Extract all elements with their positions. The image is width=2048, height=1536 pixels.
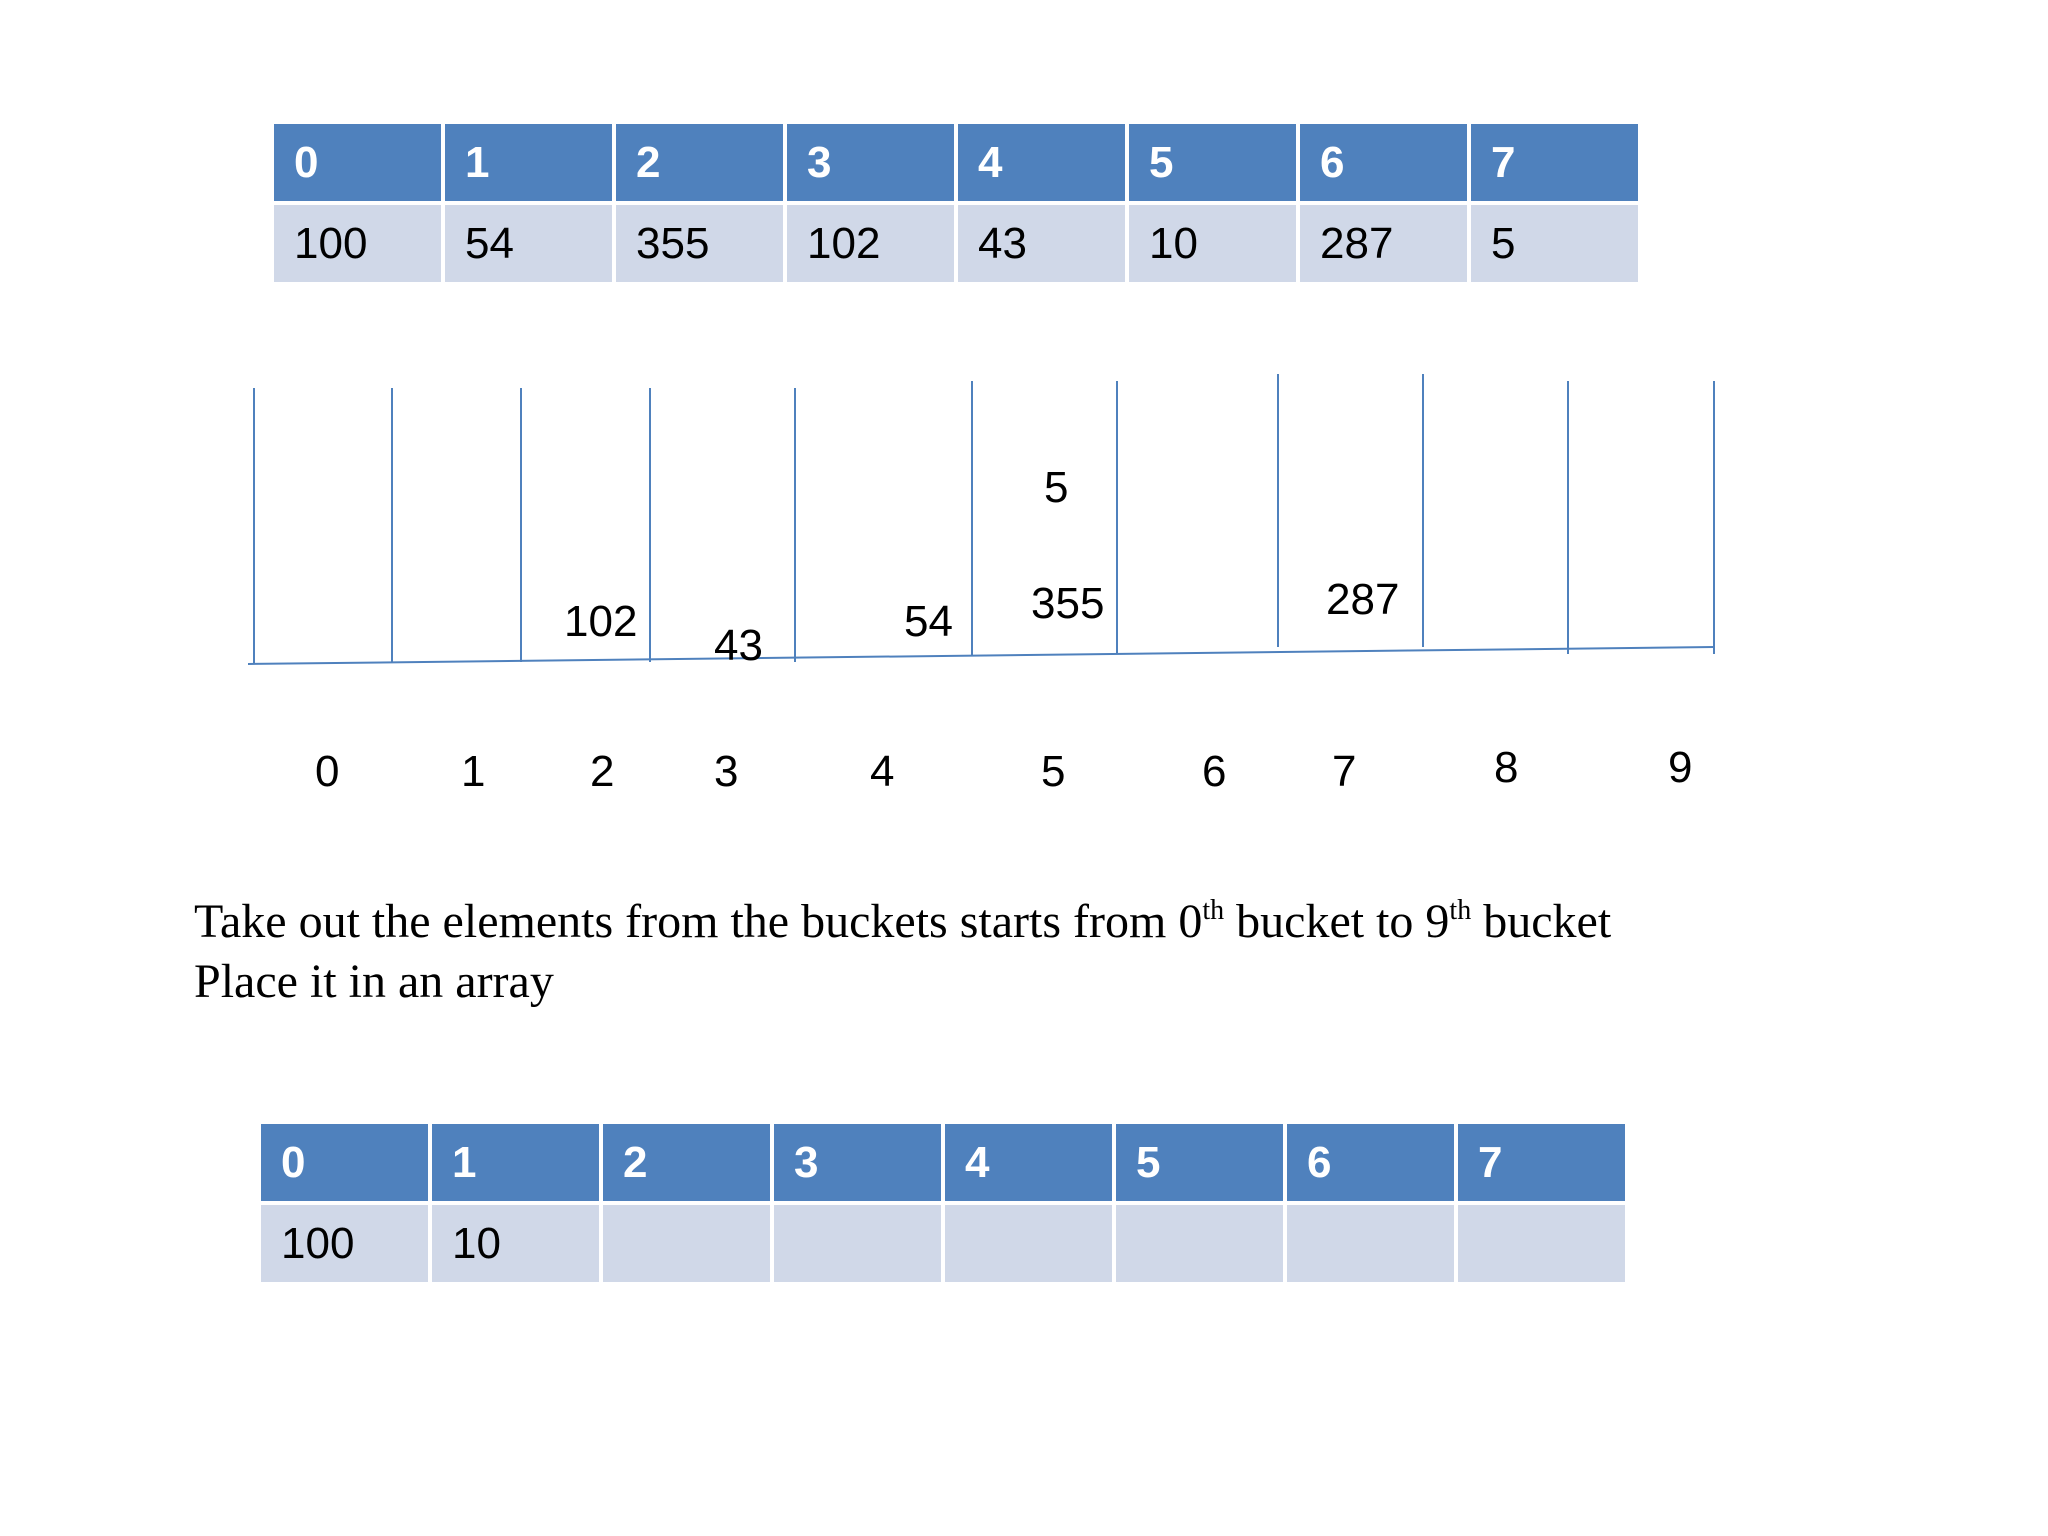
bucket-label: 6 xyxy=(1202,747,1227,796)
instruction-text xyxy=(194,892,1974,1012)
output-index-cell: 7 xyxy=(1458,1124,1625,1201)
output-value-cell xyxy=(1287,1205,1454,1282)
output-value-cell: 100 xyxy=(261,1205,428,1282)
input-value-cell: 100 xyxy=(274,205,441,282)
output-value-cell xyxy=(1458,1205,1625,1282)
bucket-label: 1 xyxy=(461,747,486,796)
input-value-cell: 355 xyxy=(616,205,783,282)
output-index-cell: 6 xyxy=(1287,1124,1454,1201)
output-index-cell: 3 xyxy=(774,1124,941,1201)
input-index-cell: 0 xyxy=(274,124,441,201)
input-index-cell: 6 xyxy=(1300,124,1467,201)
output-array-value-row xyxy=(261,1205,1625,1282)
bucket-item: 43 xyxy=(714,621,763,670)
bucket-label: 5 xyxy=(1041,747,1066,796)
output-array-index-row xyxy=(261,1124,1625,1201)
bucket-label: 9 xyxy=(1668,743,1693,792)
input-index-cell: 3 xyxy=(787,124,954,201)
bucket-item: 5 xyxy=(1044,463,1069,512)
output-index-cell: 4 xyxy=(945,1124,1112,1201)
bucket-lines xyxy=(248,374,1714,664)
instruction-line-2: Place it in an array xyxy=(194,955,554,1008)
input-value-cell: 54 xyxy=(445,205,612,282)
bucket-item: 102 xyxy=(564,597,638,646)
output-value-cell xyxy=(603,1205,770,1282)
input-value-cell: 10 xyxy=(1129,205,1296,282)
input-index-cell: 4 xyxy=(958,124,1125,201)
instruction-text-part: Take out the elements from the buckets starts from 0 xyxy=(194,895,1203,948)
output-value-cell: 10 xyxy=(432,1205,599,1282)
instruction-text-part: bucket to 9 xyxy=(1224,895,1450,948)
output-value-cell xyxy=(1116,1205,1283,1282)
input-value-cell: 5 xyxy=(1471,205,1638,282)
bucket-label: 4 xyxy=(870,747,895,796)
input-value-cell: 102 xyxy=(787,205,954,282)
bucket-item: 287 xyxy=(1326,575,1400,624)
bucket-label: 0 xyxy=(315,747,340,796)
superscript-th: th xyxy=(1449,895,1472,926)
bucket-label: 3 xyxy=(714,747,739,796)
output-array-table xyxy=(257,1120,1629,1286)
input-value-cell: 287 xyxy=(1300,205,1467,282)
output-index-cell: 2 xyxy=(603,1124,770,1201)
input-index-cell: 1 xyxy=(445,124,612,201)
input-value-cell: 43 xyxy=(958,205,1125,282)
input-index-cell: 2 xyxy=(616,124,783,201)
output-value-cell xyxy=(945,1205,1112,1282)
bucket-item: 54 xyxy=(904,597,953,646)
instruction-line-1 xyxy=(194,892,1974,952)
bucket-label: 7 xyxy=(1332,747,1357,796)
output-index-cell: 1 xyxy=(432,1124,599,1201)
bucket-label: 2 xyxy=(590,747,615,796)
input-index-cell: 5 xyxy=(1129,124,1296,201)
bucket-label: 8 xyxy=(1494,743,1519,792)
output-value-cell xyxy=(774,1205,941,1282)
superscript-th: th xyxy=(1202,895,1225,926)
instruction-text-part: bucket xyxy=(1471,895,1612,948)
output-index-cell: 5 xyxy=(1116,1124,1283,1201)
input-index-cell: 7 xyxy=(1471,124,1638,201)
bucket-baseline xyxy=(248,647,1714,664)
output-index-cell: 0 xyxy=(261,1124,428,1201)
bucket-item: 355 xyxy=(1031,579,1105,628)
